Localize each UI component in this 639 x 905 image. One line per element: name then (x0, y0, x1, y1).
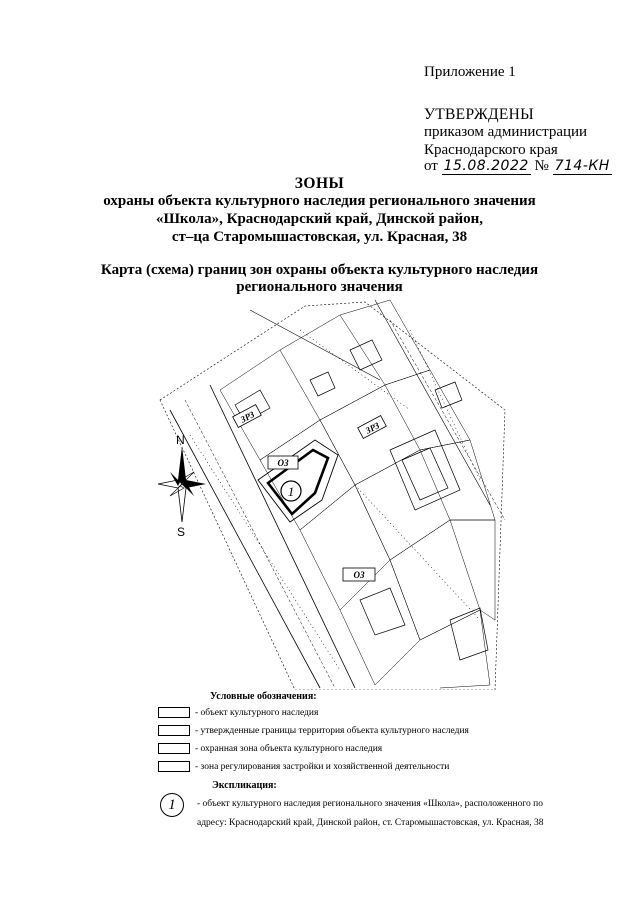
zone-label-oz-1 (268, 456, 298, 469)
order-date-line (424, 158, 612, 175)
svg-text:1: 1 (287, 484, 295, 499)
map-title-line-1: Карта (схема) границ зон охраны объекта культурного наследия (100, 262, 539, 278)
svg-text:ЗРЗ: ЗРЗ (238, 409, 257, 425)
svg-text:ОЗ: ОЗ (277, 458, 289, 468)
legend-heading: Условные обозначения: (210, 691, 317, 702)
approved-label: УТВЕРЖДЕНЫ (424, 106, 534, 123)
svg-text:ОЗ: ОЗ (353, 570, 365, 580)
legend-swatch-territory (158, 725, 190, 736)
order-line-2: Краснодарского края (424, 142, 558, 158)
explication-line-1: - объект культурного наследия регионального значения «Школа», расположенного по (197, 799, 543, 809)
legend-item-regulation-zone: - зона регулирования застройки и хозяйственной деятельности (195, 762, 450, 772)
title-line-2: «Школа», Краснодарский край, Динской район, (155, 211, 484, 227)
zone-label-oz-2 (343, 568, 375, 581)
svg-text:ЗРЗ: ЗРЗ (363, 420, 382, 436)
legend-item-protection-zone: - охранная зона объекта культурного наследия (195, 744, 383, 754)
compass-south-label: S (177, 525, 186, 539)
road-lines (170, 300, 505, 688)
number-prefix: № (534, 158, 549, 174)
order-number: 714-КН (554, 158, 610, 174)
legend-swatch-regulation-zone (158, 761, 190, 772)
order-line-1: приказом администрации (424, 124, 588, 140)
legend-item-territory: - утвержденные границы территория объекта культурного наследия (195, 726, 469, 736)
legend-item-object: - объект культурного наследия (195, 708, 319, 718)
appendix-label: Приложение 1 (424, 64, 516, 80)
zone-map (150, 290, 520, 690)
document-title: ЗОНЫ (294, 175, 345, 192)
legend-swatch-protection-zone (158, 743, 190, 754)
order-date: 15.08.2022 (443, 158, 529, 174)
legend-swatch-object (158, 707, 190, 718)
map-title-line-2: регионального значения (236, 279, 403, 295)
explication-number-marker: 1 (160, 793, 184, 817)
zone-label-zrz-2 (358, 416, 387, 439)
title-line-1: охраны объекта культурного наследия регионального значения (103, 193, 536, 209)
title-line-3: ст–ца Старомышастовская, ул. Красная, 38 (171, 229, 468, 245)
compass-north-label: N (176, 433, 185, 447)
explication-heading: Экспликация: (212, 780, 277, 791)
parcel-lines (220, 300, 495, 688)
object-number-marker (281, 481, 301, 501)
date-prefix: от (424, 158, 438, 174)
explication-line-2: адресу: Краснодарский край, Динской район, ст. Старомышастовская, ул. Красная, 38 (197, 818, 544, 828)
